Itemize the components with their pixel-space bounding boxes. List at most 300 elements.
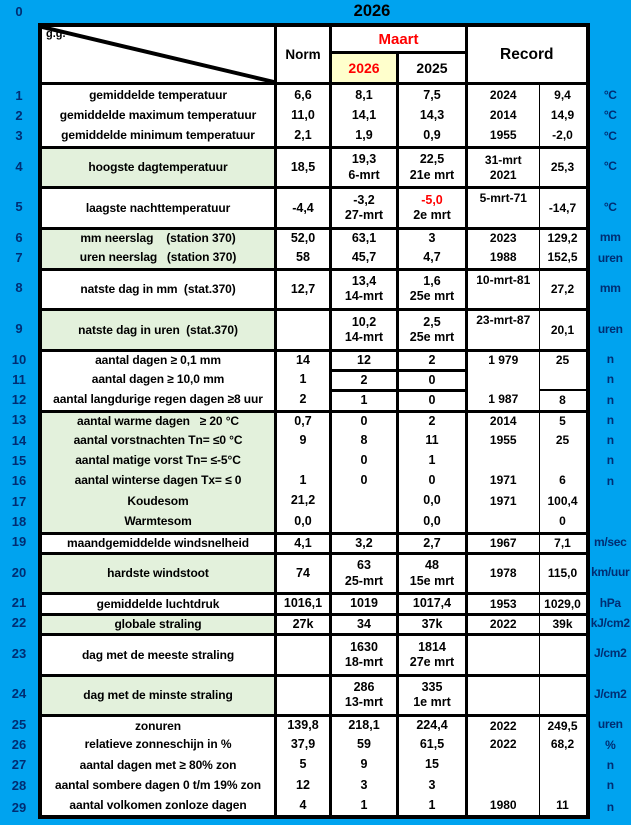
stat-label xyxy=(38,471,277,491)
table-row xyxy=(0,511,631,531)
unit-label-text: n xyxy=(606,392,614,407)
unit-label xyxy=(590,714,631,734)
norm-value xyxy=(277,85,332,105)
unit-label xyxy=(590,349,631,369)
unit-label xyxy=(590,592,631,612)
value-2026-subtext: 14-mrt xyxy=(344,330,384,345)
table-row xyxy=(0,471,631,491)
stat-label xyxy=(38,186,277,227)
stat-label-text: aantal matige vorst Tn= ≤-5°C xyxy=(75,453,241,468)
value-2026-subtext: 14-mrt xyxy=(344,289,384,304)
value-2025 xyxy=(399,450,468,470)
record-value xyxy=(540,511,590,531)
norm-value xyxy=(277,308,332,349)
value-2026 xyxy=(332,105,399,125)
table-row xyxy=(0,349,631,369)
norm-value-text: 6,6 xyxy=(294,87,312,102)
unit-label-text: °C xyxy=(603,159,617,174)
record-when-text: 1955 xyxy=(489,432,517,447)
table-row xyxy=(0,450,631,470)
unit-label xyxy=(590,633,631,674)
value-2026 xyxy=(332,633,399,674)
norm-value-text: 52,0 xyxy=(290,231,316,246)
stat-label-text: gemiddelde minimum temperatuur xyxy=(61,128,255,143)
row-number xyxy=(0,491,38,511)
unit-label-text: mm xyxy=(599,280,621,295)
value-2025-text: 224,4 xyxy=(416,718,448,733)
record-value xyxy=(540,369,590,389)
stat-label xyxy=(38,308,277,349)
value-2025-text: 1 xyxy=(428,797,436,812)
value-2026-subtext: 18-mrt xyxy=(344,654,384,669)
table-row xyxy=(0,714,631,734)
unit-label xyxy=(590,795,631,819)
stat-label-text: aantal winterse dagen Tx= ≤ 0 xyxy=(74,473,242,488)
header-record xyxy=(468,23,590,85)
value-2025-text: 0,0 xyxy=(423,493,441,508)
value-2025-text: -5,0 xyxy=(421,193,443,208)
norm-value xyxy=(277,633,332,674)
unit-label xyxy=(590,247,631,267)
stat-label xyxy=(38,430,277,450)
norm-value xyxy=(277,389,332,409)
record-when xyxy=(468,389,540,409)
record-when-text: 23-mrt-87 xyxy=(476,313,531,328)
record-when-text: 1980 xyxy=(489,798,517,813)
stat-label xyxy=(38,491,277,511)
unit-spacer xyxy=(590,23,631,85)
record-value-text: 9,4 xyxy=(554,87,571,102)
value-2025-text: 14,3 xyxy=(419,107,445,122)
unit-label xyxy=(590,186,631,227)
record-value-text: 14,9 xyxy=(550,108,575,123)
table-row xyxy=(0,674,631,715)
record-value-text: 7,1 xyxy=(554,535,571,550)
stat-label xyxy=(38,227,277,247)
record-when xyxy=(468,369,540,389)
stat-label xyxy=(38,633,277,674)
value-2026-text: 1,9 xyxy=(355,128,373,143)
record-value-text: 25 xyxy=(555,353,570,368)
value-2025 xyxy=(399,755,468,775)
value-2026 xyxy=(332,592,399,612)
value-2026-text: 14,1 xyxy=(351,107,377,122)
value-2025 xyxy=(399,674,468,715)
record-value-text: 0 xyxy=(559,514,566,529)
row-number xyxy=(0,349,38,369)
record-when xyxy=(468,227,540,247)
stat-label-text: natste dag in mm (stat.370) xyxy=(80,282,236,297)
unit-label xyxy=(590,450,631,470)
unit-label xyxy=(590,613,631,633)
record-when xyxy=(468,410,540,430)
unit-label xyxy=(590,105,631,125)
row-number-text: 1 xyxy=(15,87,23,103)
stat-label-text: maandgemiddelde windsnelheid xyxy=(67,535,249,550)
row-number-text: 24 xyxy=(11,686,27,702)
value-2025-text: 3 xyxy=(428,231,436,246)
record-value-text: 249,5 xyxy=(547,718,578,733)
row-number xyxy=(0,613,38,633)
norm-value-text: 0,0 xyxy=(294,513,312,528)
record-when-text: 5-mrt-71 xyxy=(479,191,527,206)
row-number xyxy=(0,430,38,450)
record-value xyxy=(540,430,590,450)
stat-label-text: gemiddelde luchtdruk xyxy=(96,596,220,611)
row-number-text: 21 xyxy=(11,595,27,611)
record-when-text: 1955 xyxy=(489,128,517,143)
unit-label-text: n xyxy=(606,372,614,387)
table-row xyxy=(0,592,631,612)
record-value-text: 115,0 xyxy=(547,566,578,581)
unit-label-text: uren xyxy=(597,321,623,336)
norm-value-text: 18,5 xyxy=(290,160,316,175)
unit-label xyxy=(590,308,631,349)
norm-value xyxy=(277,755,332,775)
record-when-text: 1971 xyxy=(489,493,517,508)
unit-label-text: kJ/cm2 xyxy=(590,615,630,630)
table-row xyxy=(0,491,631,511)
record-value-text: 8 xyxy=(559,393,566,408)
record-value-text: 6 xyxy=(559,473,566,488)
norm-value xyxy=(277,674,332,715)
table-row xyxy=(0,389,631,409)
row-number-text: 13 xyxy=(11,412,27,428)
table-body xyxy=(0,85,631,819)
record-value xyxy=(540,186,590,227)
stat-label xyxy=(38,795,277,819)
value-2026 xyxy=(332,755,399,775)
stat-label xyxy=(38,105,277,125)
norm-value-text: 139,8 xyxy=(287,718,319,733)
unit-label-text: uren xyxy=(597,250,623,265)
stat-label-text: gemiddelde temperatuur xyxy=(89,87,227,102)
unit-label xyxy=(590,268,631,309)
row-number-text: 17 xyxy=(11,493,27,509)
table-row xyxy=(0,227,631,247)
value-2026-text: 10,2 xyxy=(351,314,377,329)
row-number-text: 2 xyxy=(15,107,23,123)
row-number xyxy=(0,247,38,267)
norm-value-text: 4,1 xyxy=(294,535,312,550)
record-when xyxy=(468,491,540,511)
norm-value xyxy=(277,795,332,819)
record-when-text: 1978 xyxy=(489,566,517,581)
record-value xyxy=(540,126,590,146)
value-2025 xyxy=(399,471,468,491)
value-2025-text: 1,6 xyxy=(423,274,441,289)
norm-value xyxy=(277,775,332,795)
record-when xyxy=(468,349,540,369)
record-value xyxy=(540,349,590,369)
row-number xyxy=(0,227,38,247)
row-number xyxy=(0,735,38,755)
value-2025-text: 1 xyxy=(428,452,436,467)
stat-label xyxy=(38,146,277,187)
record-value xyxy=(540,613,590,633)
record-value xyxy=(540,735,590,755)
record-when-text: 31-mrt xyxy=(484,153,522,168)
value-2025 xyxy=(399,349,468,369)
record-value xyxy=(540,795,590,819)
header-year-subrow xyxy=(332,54,465,82)
norm-value xyxy=(277,450,332,470)
record-when-text: 1971 xyxy=(489,473,517,488)
record-value-text: 5 xyxy=(559,414,566,429)
record-when xyxy=(468,247,540,267)
record-when xyxy=(468,795,540,819)
norm-value-text: 14 xyxy=(296,352,310,367)
unit-label-text: m/sec xyxy=(593,534,627,549)
stat-label-text: zonuren xyxy=(135,718,181,733)
unit-label-text: °C xyxy=(603,88,617,103)
norm-value-text: 12 xyxy=(296,777,310,792)
stat-label xyxy=(38,532,277,552)
stat-label xyxy=(38,735,277,755)
value-2025-subtext: 2e mrt xyxy=(413,208,451,223)
unit-label xyxy=(590,126,631,146)
value-2026-text: 8,1 xyxy=(355,87,373,102)
value-2026-text: 0 xyxy=(360,473,368,488)
row-number xyxy=(0,268,38,309)
norm-value-text: 2,1 xyxy=(294,128,312,143)
value-2026 xyxy=(332,186,399,227)
value-2026 xyxy=(332,146,399,187)
unit-label xyxy=(590,389,631,409)
norm-value xyxy=(277,186,332,227)
stat-label xyxy=(38,613,277,633)
value-2025-subtext: 21e mrt xyxy=(409,167,455,182)
stat-label-text: dag met de minste straling xyxy=(83,688,233,703)
unit-label-text: % xyxy=(605,737,616,752)
stat-label-text: relatieve zonneschijn in % xyxy=(84,737,232,752)
value-2025-subtext: 25e mrt xyxy=(409,289,455,304)
table-row xyxy=(0,369,631,389)
record-value xyxy=(540,105,590,125)
norm-value xyxy=(277,105,332,125)
value-2025 xyxy=(399,735,468,755)
row-number: 0 xyxy=(15,4,23,19)
value-2026 xyxy=(332,735,399,755)
row-number-text: 8 xyxy=(15,280,23,296)
record-when-subtext: 2021 xyxy=(489,167,517,182)
record-when xyxy=(468,126,540,146)
record-value xyxy=(540,633,590,674)
stat-label-text: aantal langdurige regen dagen ≥8 uur xyxy=(53,392,263,407)
row-number xyxy=(0,105,38,125)
record-when-text: 1953 xyxy=(489,596,517,611)
table-row xyxy=(0,146,631,187)
record-value xyxy=(540,308,590,349)
value-2025-text: 0 xyxy=(428,373,436,388)
row-number-text: 23 xyxy=(11,645,27,661)
stat-label xyxy=(38,592,277,612)
stat-label xyxy=(38,755,277,775)
value-2026 xyxy=(332,247,399,267)
row-number-text: 9 xyxy=(15,321,23,337)
row-number-text: 18 xyxy=(11,513,27,529)
value-2026 xyxy=(332,491,399,511)
value-2025-subtext: 1e mrt xyxy=(413,695,451,710)
record-value-text: 1029,0 xyxy=(544,596,581,611)
value-2026-text: 1 xyxy=(360,393,368,408)
value-2025 xyxy=(399,410,468,430)
value-2026 xyxy=(332,349,399,369)
value-2025-text: 2 xyxy=(428,413,436,428)
stat-label-text: mm neerslag (station 370) xyxy=(80,231,236,246)
row-number xyxy=(0,186,38,227)
value-2026-text: 1630 xyxy=(350,639,378,654)
table-row xyxy=(0,532,631,552)
record-when xyxy=(468,85,540,105)
value-2026-text: 1 xyxy=(360,797,368,812)
value-2025 xyxy=(399,268,468,309)
value-2025 xyxy=(399,795,468,819)
value-2026-text: 218,1 xyxy=(348,718,380,733)
value-2025 xyxy=(399,775,468,795)
value-2026 xyxy=(332,450,399,470)
value-2026-text: 34 xyxy=(357,616,371,631)
table-row xyxy=(0,186,631,227)
corner-cell xyxy=(38,23,277,85)
record-when-text: 1 987 xyxy=(488,392,519,407)
row-number-text: 29 xyxy=(11,799,27,815)
record-when xyxy=(468,735,540,755)
value-2026 xyxy=(332,532,399,552)
row-number-text: 15 xyxy=(11,452,27,468)
value-2025 xyxy=(399,247,468,267)
table-row xyxy=(0,85,631,105)
table-row xyxy=(0,126,631,146)
table-row xyxy=(0,552,631,593)
record-value xyxy=(540,714,590,734)
value-2026 xyxy=(332,552,399,593)
norm-value-text: 74 xyxy=(296,566,310,580)
record-when xyxy=(468,755,540,775)
value-2026-text: 13,4 xyxy=(351,274,377,289)
row-number xyxy=(0,795,38,819)
value-2026-subtext: 27-mrt xyxy=(344,208,384,223)
unit-label-text: n xyxy=(606,778,614,793)
record-when xyxy=(468,268,540,309)
stat-label xyxy=(38,674,277,715)
unit-label-text: °C xyxy=(603,199,617,214)
row-number-text: 6 xyxy=(15,229,23,245)
row-number-text: 28 xyxy=(11,777,27,793)
table-row xyxy=(0,247,631,267)
unit-label xyxy=(590,775,631,795)
row-number xyxy=(0,552,38,593)
value-2025 xyxy=(399,592,468,612)
record-when-text: 1967 xyxy=(489,535,517,550)
row-number-text: 4 xyxy=(15,158,23,174)
unit-label-text: n xyxy=(606,453,614,468)
row-number-text: 14 xyxy=(11,432,27,448)
norm-value xyxy=(277,714,332,734)
value-2026 xyxy=(332,430,399,450)
value-2026 xyxy=(332,795,399,819)
value-2025-text: 0,9 xyxy=(423,128,441,143)
corner-label: g.g. xyxy=(46,28,66,40)
norm-value-text: 1016,1 xyxy=(283,596,323,611)
value-2025 xyxy=(399,308,468,349)
record-value xyxy=(540,552,590,593)
norm-value-text: 21,2 xyxy=(290,493,316,508)
record-value-text: 20,1 xyxy=(550,322,575,337)
record-when xyxy=(468,450,540,470)
norm-value xyxy=(277,511,332,531)
record-value xyxy=(540,410,590,430)
row-number xyxy=(0,146,38,187)
stat-label xyxy=(38,85,277,105)
norm-value xyxy=(277,126,332,146)
stat-label-text: hoogste dagtemperatuur xyxy=(88,160,228,175)
row-number-text: 26 xyxy=(11,737,27,753)
stat-label xyxy=(38,268,277,309)
norm-value-text: 58 xyxy=(296,249,310,264)
value-2025-text: 0 xyxy=(428,473,436,488)
row-number-text: 12 xyxy=(11,392,27,408)
value-2026-subtext: 6-mrt xyxy=(348,167,380,182)
stat-label-text: laagste nachttemperatuur xyxy=(85,200,231,215)
stat-label-text: dag met de meeste straling xyxy=(81,647,235,662)
norm-value xyxy=(277,268,332,309)
value-2026-subtext: 25-mrt xyxy=(344,573,384,588)
value-2026 xyxy=(332,126,399,146)
value-2025-text: 0,0 xyxy=(423,513,441,528)
norm-value xyxy=(277,227,332,247)
table-row xyxy=(0,613,631,633)
row-number-text: 16 xyxy=(11,473,27,489)
record-value xyxy=(540,247,590,267)
value-2026-text: 0 xyxy=(360,452,368,467)
record-value xyxy=(540,471,590,491)
value-2026-text: -3,2 xyxy=(353,193,375,208)
row-number-text: 10 xyxy=(11,351,27,367)
row-number-text: 11 xyxy=(12,371,26,387)
unit-label-text: n xyxy=(606,412,614,427)
stat-label-text: aantal volkomen zonloze dagen xyxy=(69,798,247,813)
record-when-text: 10-mrt-81 xyxy=(476,272,531,287)
norm-value xyxy=(277,552,332,593)
record-when xyxy=(468,592,540,612)
value-2025 xyxy=(399,186,468,227)
record-value xyxy=(540,491,590,511)
value-2025-text: 7,5 xyxy=(423,87,441,102)
value-2025 xyxy=(399,552,468,593)
unit-label xyxy=(590,755,631,775)
unit-label xyxy=(590,532,631,552)
stat-label xyxy=(38,410,277,430)
norm-value xyxy=(277,735,332,755)
norm-value-text: 0,7 xyxy=(294,413,312,428)
unit-label xyxy=(590,369,631,389)
norm-value-text: 1 xyxy=(299,473,307,488)
unit-label-text: n xyxy=(606,757,614,772)
unit-label xyxy=(590,511,631,531)
record-value-text: 39k xyxy=(552,617,573,632)
norm-value-text: 11,0 xyxy=(291,107,315,122)
value-2025 xyxy=(399,126,468,146)
row-number-text: 3 xyxy=(15,128,23,144)
record-value-text: 129,2 xyxy=(547,231,578,246)
table-row xyxy=(0,795,631,819)
value-2025-text: 3 xyxy=(428,777,436,792)
value-2025 xyxy=(399,430,468,450)
stat-label xyxy=(38,511,277,531)
record-value xyxy=(540,85,590,105)
record-value-text: 27,2 xyxy=(550,282,575,297)
